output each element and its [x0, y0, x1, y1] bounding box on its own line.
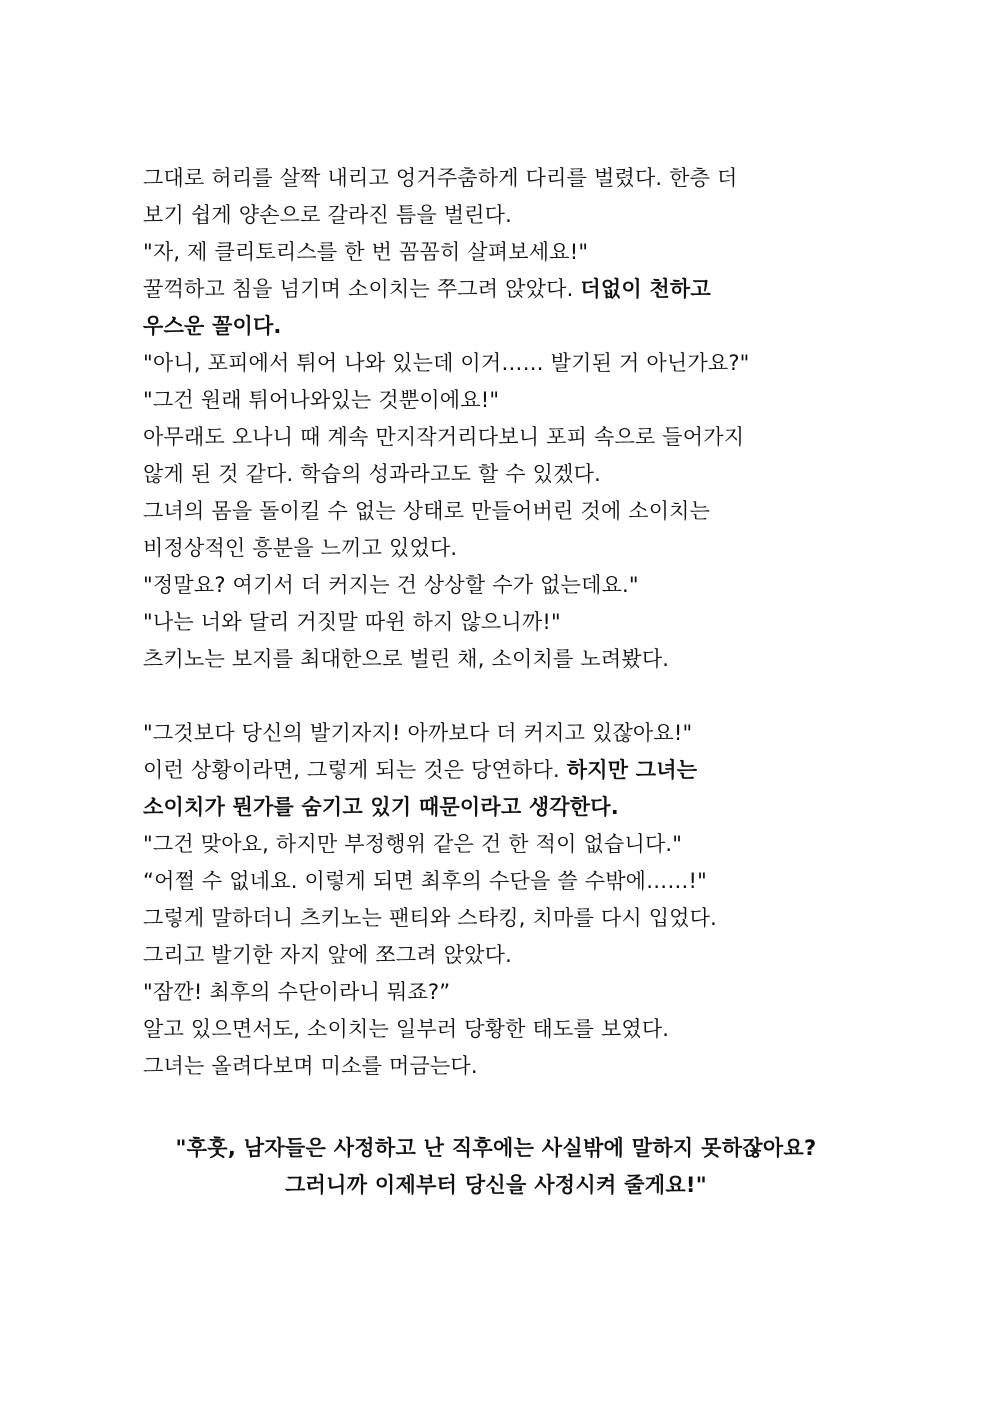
text-line — [143, 863, 843, 900]
text-line — [143, 345, 843, 382]
text-line — [143, 641, 843, 678]
line-text: "아니, 포피에서 튀어 나와 있는데 이거…… 발기된 거 아닌가요?" — [143, 351, 750, 375]
line-text: "나는 너와 달리 거짓말 따윈 하지 않으니까!" — [143, 610, 561, 634]
line-text: 츠키노는 보지를 최대한으로 벌린 채, 소이치를 노려봤다. — [143, 647, 670, 671]
text-line — [143, 493, 843, 530]
line-text: 비정상적인 흥분을 느끼고 있었다. — [143, 536, 458, 560]
bold-text: 소이치가 뭔가를 숨기고 있기 때문이라고 생각한다. — [143, 795, 619, 819]
line-text: “어쩔 수 없네요. 이렇게 되면 최후의 수단을 쓸 수밖에……!" — [143, 869, 708, 893]
line-text: 아무래도 오나니 때 계속 만지작거리다보니 포피 속으로 들어가지 — [143, 425, 745, 449]
text-line — [143, 308, 843, 345]
line-text: "잠깐! 최후의 수단이라니 뭐죠?” — [143, 980, 451, 1004]
text-line — [143, 567, 843, 604]
text-line — [143, 752, 843, 789]
text-line — [143, 715, 843, 752]
text-line — [143, 456, 843, 493]
line-text: "그것보다 당신의 발기자지! 아까보다 더 커지고 있잖아요!" — [143, 721, 693, 745]
text-line — [143, 900, 843, 937]
text-line — [143, 530, 843, 567]
text-line — [143, 937, 843, 974]
line-text: "정말요? 여기서 더 커지는 건 상상할 수가 없는데요." — [143, 573, 639, 597]
blank-line — [143, 678, 843, 715]
bold-text: 하지만 그녀는 — [566, 758, 698, 782]
line-text: 그대로 허리를 살짝 내리고 엉거주춤하게 다리를 벌렸다. 한층 더 — [143, 166, 738, 190]
line-text: 그녀의 몸을 돌이킬 수 없는 상태로 만들어버린 것에 소이치는 — [143, 499, 711, 523]
text-line — [143, 271, 843, 308]
text-line — [143, 234, 843, 271]
line-text: 이런 상황이라면, 그렇게 되는 것은 당연하다. — [143, 758, 567, 782]
bold-text: 우스운 꼴이다. — [143, 314, 282, 338]
ending-line: 그러니까 이제부터 당신을 사정시켜 줄게요!" — [284, 1173, 708, 1197]
line-text: 알고 있으면서도, 소이치는 일부러 당황한 태도를 보였다. — [143, 1017, 670, 1041]
text-line — [143, 382, 843, 419]
ending-quote — [0, 1130, 992, 1204]
text-line — [143, 826, 843, 863]
line-text: "그건 맞아요, 하지만 부정행위 같은 건 한 적이 없습니다." — [143, 832, 683, 856]
line-text: 그녀는 올려다보며 미소를 머금는다. — [143, 1054, 478, 1078]
line-text: 않게 된 것 같다. 학습의 성과라고도 할 수 있겠다. — [143, 462, 601, 486]
text-line — [143, 419, 843, 456]
ending-line: "후훗, 남자들은 사정하고 난 직후에는 사실밖에 말하지 못하잖아요? — [175, 1136, 817, 1160]
text-line — [143, 604, 843, 641]
line-text: 꿀꺽하고 침을 넘기며 소이치는 쭈그려 앉았다. — [143, 277, 581, 301]
text-line — [143, 974, 843, 1011]
body-text — [143, 160, 843, 1085]
text-line — [143, 1048, 843, 1085]
line-text: "자, 제 클리토리스를 한 번 꼼꼼히 살펴보세요!" — [143, 240, 589, 264]
line-text: 보기 쉽게 양손으로 갈라진 틈을 벌린다. — [143, 203, 513, 227]
text-line — [143, 789, 843, 826]
line-text: 그렇게 말하더니 츠키노는 팬티와 스타킹, 치마를 다시 입었다. — [143, 906, 718, 930]
text-line — [143, 160, 843, 197]
text-line — [143, 197, 843, 234]
line-text: "그건 원래 튀어나와있는 것뿐이에요!" — [143, 388, 500, 412]
text-line — [143, 1011, 843, 1048]
line-text: 그리고 발기한 자지 앞에 쪼그려 앉았다. — [143, 943, 513, 967]
bold-text: 더없이 천하고 — [580, 277, 711, 301]
